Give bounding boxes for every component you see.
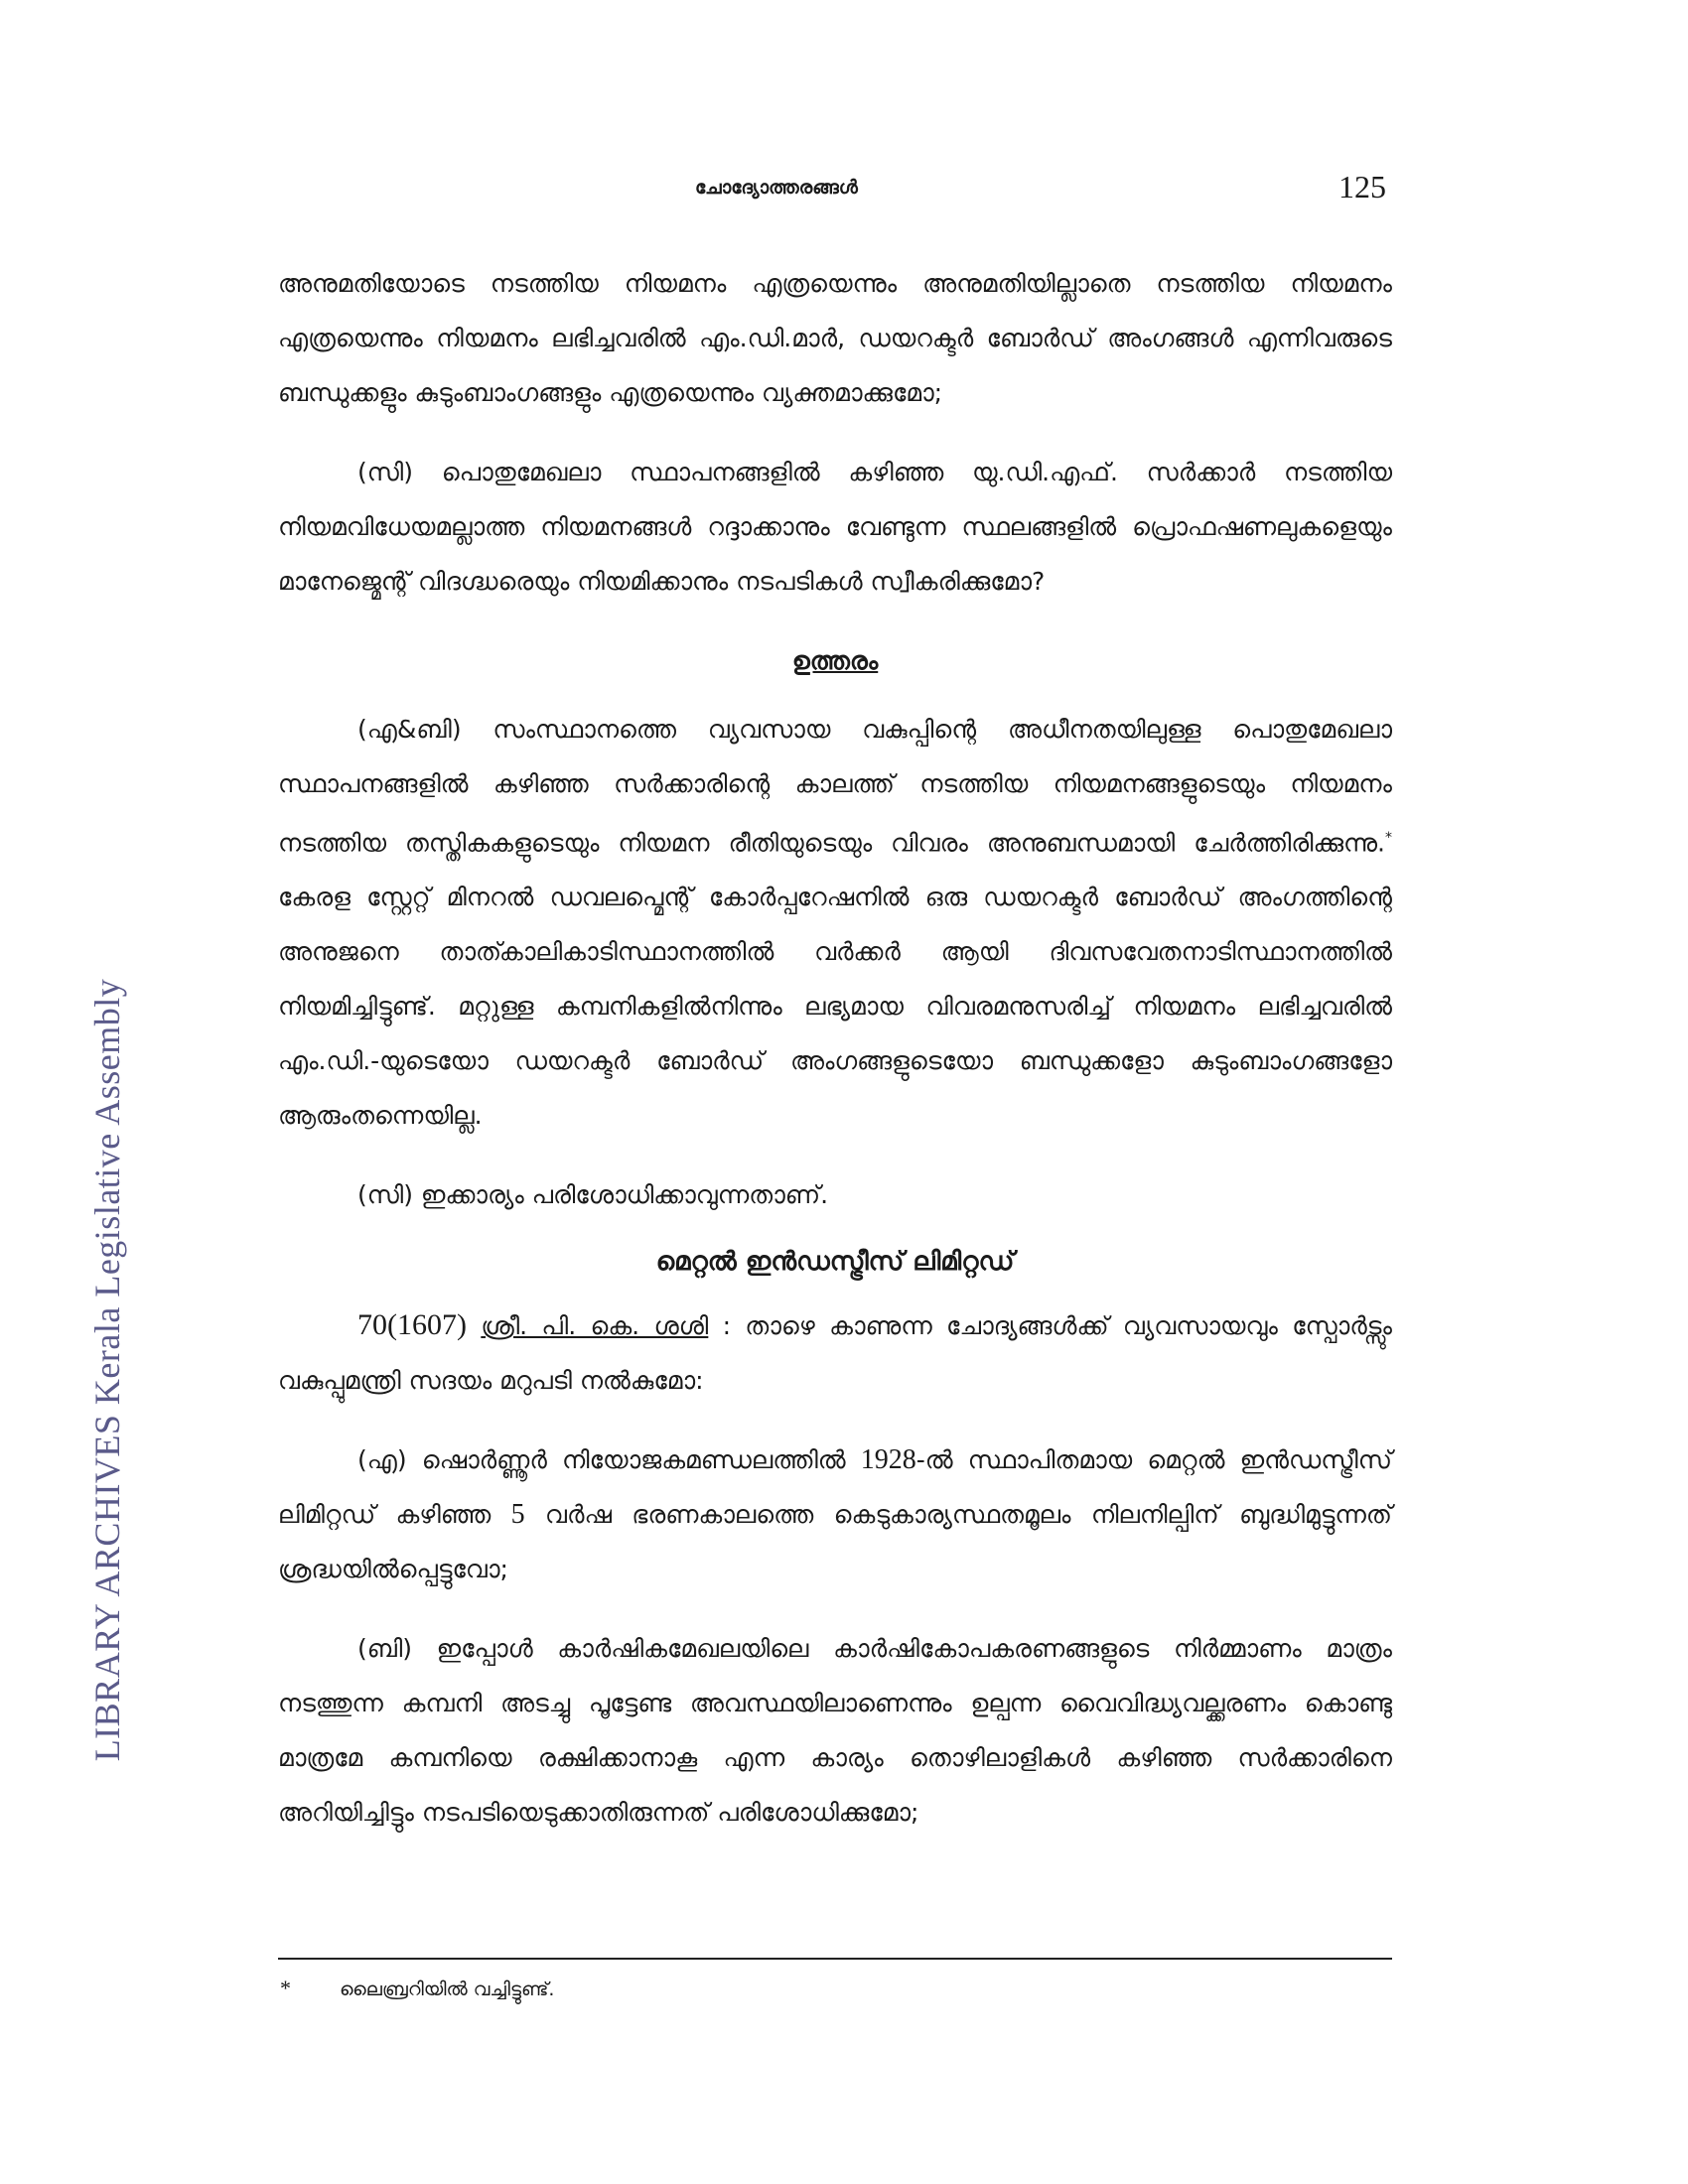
part-a-text-2: -ൽ സ്ഥാപിതമായ മെറ്റൽ ഇൻഡസ്ട്രീസ് ലിമിറ്റഡ് കഴിഞ്ഞ <box>278 1445 1392 1530</box>
answer-heading: ഉത്തരം <box>791 646 879 675</box>
archive-watermark: LIBRARY ARCHIVES Kerala Legislative Assembly <box>87 978 127 1762</box>
answer-part-ab <box>278 702 1392 1143</box>
annexure-mark: * <box>1385 830 1392 846</box>
page-body <box>278 256 1392 1864</box>
answer-part-ab-text-2: കേരള സ്റ്റേറ്റ് മിനറൽ ഡവലപ്മെന്റ് കോർപ്പറേഷനിൽ ഒരു ഡയറക്ടർ ബോർഡ് അംഗത്തിന്റെ അനുജനെ താത്കാലികാടിസ്ഥാനത്തിൽ വർക്കർ ആയി ദിവസവേതനാടിസ്ഥാനത്തിൽ നിയമിച്ചിട്ടുണ്ട്. മറ്റുള്ള കമ്പനികളിൽനിന്നും ലഭ്യമായ വിവരമനുസരിച്ച് നിയമനം ലഭിച്ചവരിൽ എം.ഡി.-യുടെയോ ഡയറക്ടർ ബോർഡ് അംഗങ്ങളുടെയോ ബന്ധുക്കളോ കുടുംബാംഗങ്ങളോ ആരുംതന്നെയില്ല. <box>278 883 1392 1131</box>
footnote-divider <box>278 1958 1392 1960</box>
part-a-text-1: (എ) ഷൊർണ്ണൂർ നിയോജകമണ്ഡലത്തിൽ <box>357 1445 861 1475</box>
question-number: 70(1607) <box>357 1308 467 1342</box>
footnote-text: ലൈബ്രറിയിൽ വച്ചിട്ടുണ്ട്. <box>340 1979 555 2000</box>
running-title: ചോദ്യോത്തരങ്ങൾ <box>695 177 858 199</box>
founding-year: 1928 <box>860 1444 916 1476</box>
question-70-part-a <box>278 1433 1392 1596</box>
years-count: 5 <box>510 1499 525 1531</box>
answer-part-ab-text-1: (എ&ബി) സംസ്ഥാനത്തെ വ്യവസായ വകുപ്പിന്റെ അധീനതയിലുള്ള പൊതുമേഖലാ സ്ഥാപനങ്ങളിൽ കഴിഞ്ഞ സർക്കാരിന്റെ കാലത്ത് നടത്തിയ നിയമനങ്ങളുടെയും നിയമനം നടത്തിയ തസ്തികകളുടെയും നിയമന രീതിയുടെയും വിവരം അനുബന്ധമായി ചേർത്തിരിക്കുന്നു. <box>278 715 1392 858</box>
section-heading: മെറ്റൽ ഇൻഡസ്ട്രീസ് ലിമിറ്റഡ് <box>655 1247 1015 1278</box>
question-intro-text: : താഴെ കാണുന്ന ചോദ്യങ്ങൾക്ക് വ്യവസായവും സ്പോർട്സും വകുപ്പുമന്ത്രി സദയം മറുപടി നൽകുമോ: <box>278 1311 1392 1396</box>
question-member: ശ്രീ. പി. കെ. ശശി <box>481 1311 709 1341</box>
running-header <box>0 169 1688 208</box>
footnote <box>280 1976 554 2001</box>
question-70-intro <box>278 1297 1392 1408</box>
question-continuation: അനുമതിയോടെ നടത്തിയ നിയമനം എത്രയെന്നും അനുമതിയില്ലാതെ നടത്തിയ നിയമനം എത്രയെന്നും നിയമനം ലഭിച്ചവരിൽ എം.ഡി.മാർ, ഡയറക്ടർ ബോർഡ് അംഗങ്ങൾ എന്നിവരുടെ ബന്ധുക്കളും കുടുംബാംഗങ്ങളും എത്രയെന്നും വ്യക്തമാക്കുമോ; <box>278 269 1392 407</box>
footnote-mark: * <box>280 1976 291 2000</box>
part-a-text-3: വർഷ ഭരണകാലത്തെ കെടുകാര്യസ്ഥതമൂലം നിലനില്പിന് ബുദ്ധിമുട്ടുന്നത് ശ്രദ്ധയിൽപ്പെട്ടുവോ; <box>278 1500 1392 1584</box>
question-70-part-b: (ബി) ഇപ്പോൾ കാർഷികമേഖലയിലെ കാർഷികോപകരണങ്ങളുടെ നിർമ്മാണം മാത്രം നടത്തുന്ന കമ്പനി അടച്ചു പൂട്ടേണ്ട അവസ്ഥയിലാണെന്നും ഉല്പന്ന വൈവിദ്ധ്യവല്ക്കരണം കൊണ്ടു മാത്രമേ കമ്പനിയെ രക്ഷിക്കാനാകൂ എന്ന കാര്യം തൊഴിലാളികൾ കഴിഞ്ഞ സർക്കാരിനെ അറിയിച്ചിട്ടും നടപടിയെടുക്കാതിരുന്നത് പരിശോധിക്കുമോ; <box>278 1634 1392 1828</box>
page-number: 125 <box>1338 169 1386 205</box>
question-part-c: (സി) പൊതുമേഖലാ സ്ഥാപനങ്ങളിൽ കഴിഞ്ഞ യു.ഡി.എഫ്. സർക്കാർ നടത്തിയ നിയമവിധേയമല്ലാത്ത നിയമനങ്ങൾ റദ്ദാക്കാനും വേണ്ടുന്ന സ്ഥലങ്ങളിൽ പ്രൊഫഷണലുകളെയും മാനേജ്മെന്റ് വിദഗ്ദ്ധരെയും നിയമിക്കാനും നടപടികൾ സ്വീകരിക്കുമോ? <box>278 458 1392 596</box>
answer-part-c: (സി) ഇക്കാര്യം പരിശോധിക്കാവുന്നതാണ്. <box>357 1180 829 1210</box>
